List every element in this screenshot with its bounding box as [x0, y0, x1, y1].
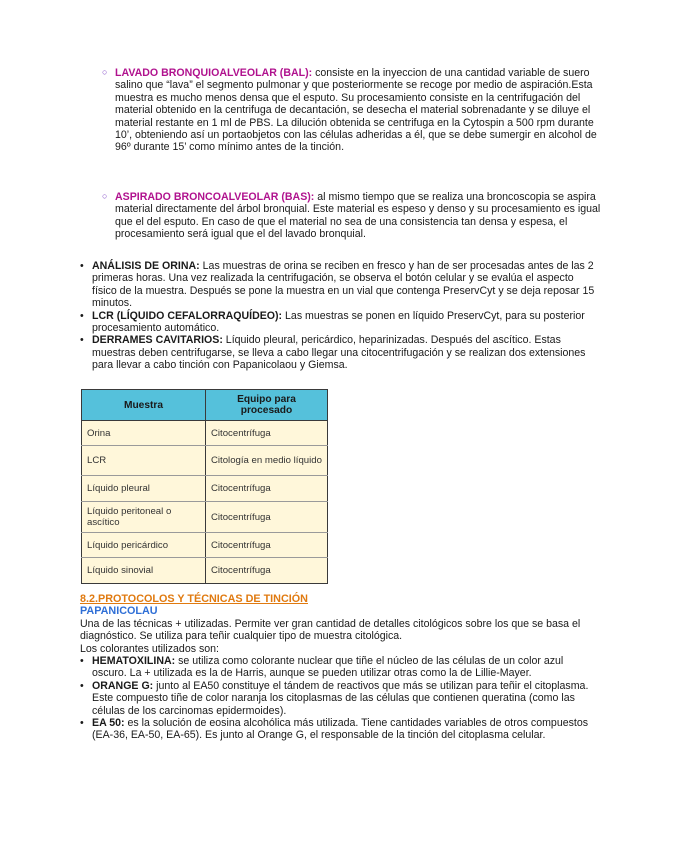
table-row [82, 533, 328, 558]
section-subtitle: PAPANICOLAU [80, 605, 158, 618]
circle-bullet-icon: ○ [102, 191, 108, 201]
orange-g-text: junto al EA50 constituye el tándem de reactivos que más se utilizan para teñir el citoplasma. Este compuesto tiñe de color naranja los citoplasmas de las células que contienen queratina (como las células de los carcinomas epidermoides). [92, 679, 589, 717]
orange-g-title: ORANGE G: [92, 679, 154, 692]
table-cell: Orina [82, 421, 206, 446]
table-cell: Citocentrífuga [206, 502, 328, 533]
bas-paragraph [115, 191, 601, 241]
list-item-orina [80, 260, 600, 310]
lcr-title: LCR (LÍQUIDO CEFALORRAQUÍDEO): [92, 309, 283, 322]
hematoxilina-title: HEMATOXILINA: [92, 655, 176, 668]
derrames-text: Líquido pleural, pericárdico, heparinizadas. Después del ascítico. Estas muestras deben centrifugarse, se lleva a cabo llegar una citocentrifugación y se realizan dos extensiones para llevar a cabo tinción con Papanicolaou y Giemsa. [92, 334, 586, 372]
table-cell: Citología en medio líquido [206, 446, 328, 476]
list-item-lcr [80, 310, 600, 335]
section-lead: Los colorantes utilizados son: [80, 642, 219, 655]
bal-item [103, 67, 601, 154]
staining-section [80, 593, 600, 742]
table-row [82, 446, 328, 476]
table-header-equipo: Equipo para procesado [206, 390, 328, 421]
section-title: 8.2.PROTOCOLOS Y TÉCNICAS DE TINCIÓN [80, 593, 308, 605]
table-cell: Citocentrífuga [206, 558, 328, 584]
bas-text: al mismo tiempo que se realiza una broncoscopia se aspira material directamente del árbol bronquial. Este material es espeso y denso y su procesamiento es igual que el del esputo. En caso de que el material no sea de una consistencia tan densa y espesa, el procesamiento será igual que el del lavado bronquial. [115, 191, 601, 241]
table-row [82, 476, 328, 502]
table-row [82, 558, 328, 584]
table-cell: Citocentrífuga [206, 421, 328, 446]
bullet-icon: • [80, 334, 84, 347]
list-item-hematoxilina [80, 655, 600, 680]
table-cell: Líquido sinovial [82, 558, 206, 584]
bal-paragraph [115, 67, 601, 154]
bas-item [103, 191, 601, 241]
orina-title: ANÁLISIS DE ORINA: [92, 260, 200, 272]
table-cell: Líquido pericárdico [82, 533, 206, 558]
derrames-title: DERRAMES CAVITARIOS: [92, 334, 223, 347]
table-row [82, 502, 328, 533]
sample-list [80, 260, 600, 372]
bullet-icon: • [80, 717, 84, 730]
bullet-icon: • [80, 679, 84, 692]
list-item-derrames [80, 334, 600, 371]
bullet-icon: • [80, 655, 84, 668]
table-cell: Líquido pleural [82, 476, 206, 502]
list-item-ea50 [80, 717, 600, 742]
circle-bullet-icon: ○ [102, 67, 108, 77]
orina-text: Las muestras de orina se reciben en fresco y han de ser procesadas antes de las 2 primeras horas. Una vez realizada la centrifugación, se observa el botón celular y se evalúa el aspecto físico de la muestra. Después se pone la muestra en un vial que contenga PreservCyt y se deja reposar 15 minutos. [92, 260, 595, 310]
table-header-row [82, 390, 328, 421]
ea50-title: EA 50: [92, 717, 125, 730]
hematoxilina-text: se utiliza como colorante nuclear que tiñe el núcleo de las células de un color azul oscuro. La + utilizada es la de Harris, aunque se pueden utilizar otras como la de Lillie-Mayer. [92, 655, 564, 680]
table-header-muestra: Muestra [82, 390, 206, 421]
bas-title: ASPIRADO BRONCOALVEOLAR (BAS): [115, 191, 315, 203]
ea50-text: es la solución de eosina alcohólica más utilizada. Tiene cantidades variables de otros compuestos (EA-36, EA-50, EA-65). Es junto al Orange G, el responsable de la tinción del citoplasma celular. [92, 717, 589, 742]
bullet-icon: • [80, 260, 84, 272]
lcr-text: Las muestras se ponen en líquido PreservCyt, para su posterior procesamiento automático. [92, 309, 585, 335]
table-cell: Líquido peritoneal o ascítico [82, 502, 206, 533]
table-cell: Citocentrífuga [206, 533, 328, 558]
bal-title: LAVADO BRONQUIOALVEOLAR (BAL): [115, 67, 313, 79]
bullet-icon: • [80, 309, 84, 322]
table-cell: Citocentrífuga [206, 476, 328, 502]
table-row [82, 421, 328, 446]
table-cell: LCR [82, 446, 206, 476]
list-item-orange-g [80, 680, 600, 717]
section-intro: Una de las técnicas + utilizadas. Permite ver gran cantidad de detalles citológicos sobre los que se basa el diagnóstico. Se utiliza para teñir cualquier tipo de muestra citológica. [80, 617, 581, 643]
bal-text: consiste en la inyeccion de una cantidad variable de suero salino que “lava” el segmento pulmonar y que posteriormente se recoge por medio de aspiración.Esta muestra es mucho menos densa que el esputo. Su procesamiento consiste en la centrifugación del material obtenido en la centrifuga de decantación, se desecha el material sobrenadante y se diluye el material restante en 1 ml de PBS. La dilución obtenida se centrifuga en la Cytospin a 500 rpm durante 10’, obteniendo así un portaobjetos con las células adheridas a él, que se debe sumergir en alcohol de 96º durante 15’ como mínimo antes de la tinción. [115, 67, 597, 154]
samples-table [81, 389, 328, 584]
